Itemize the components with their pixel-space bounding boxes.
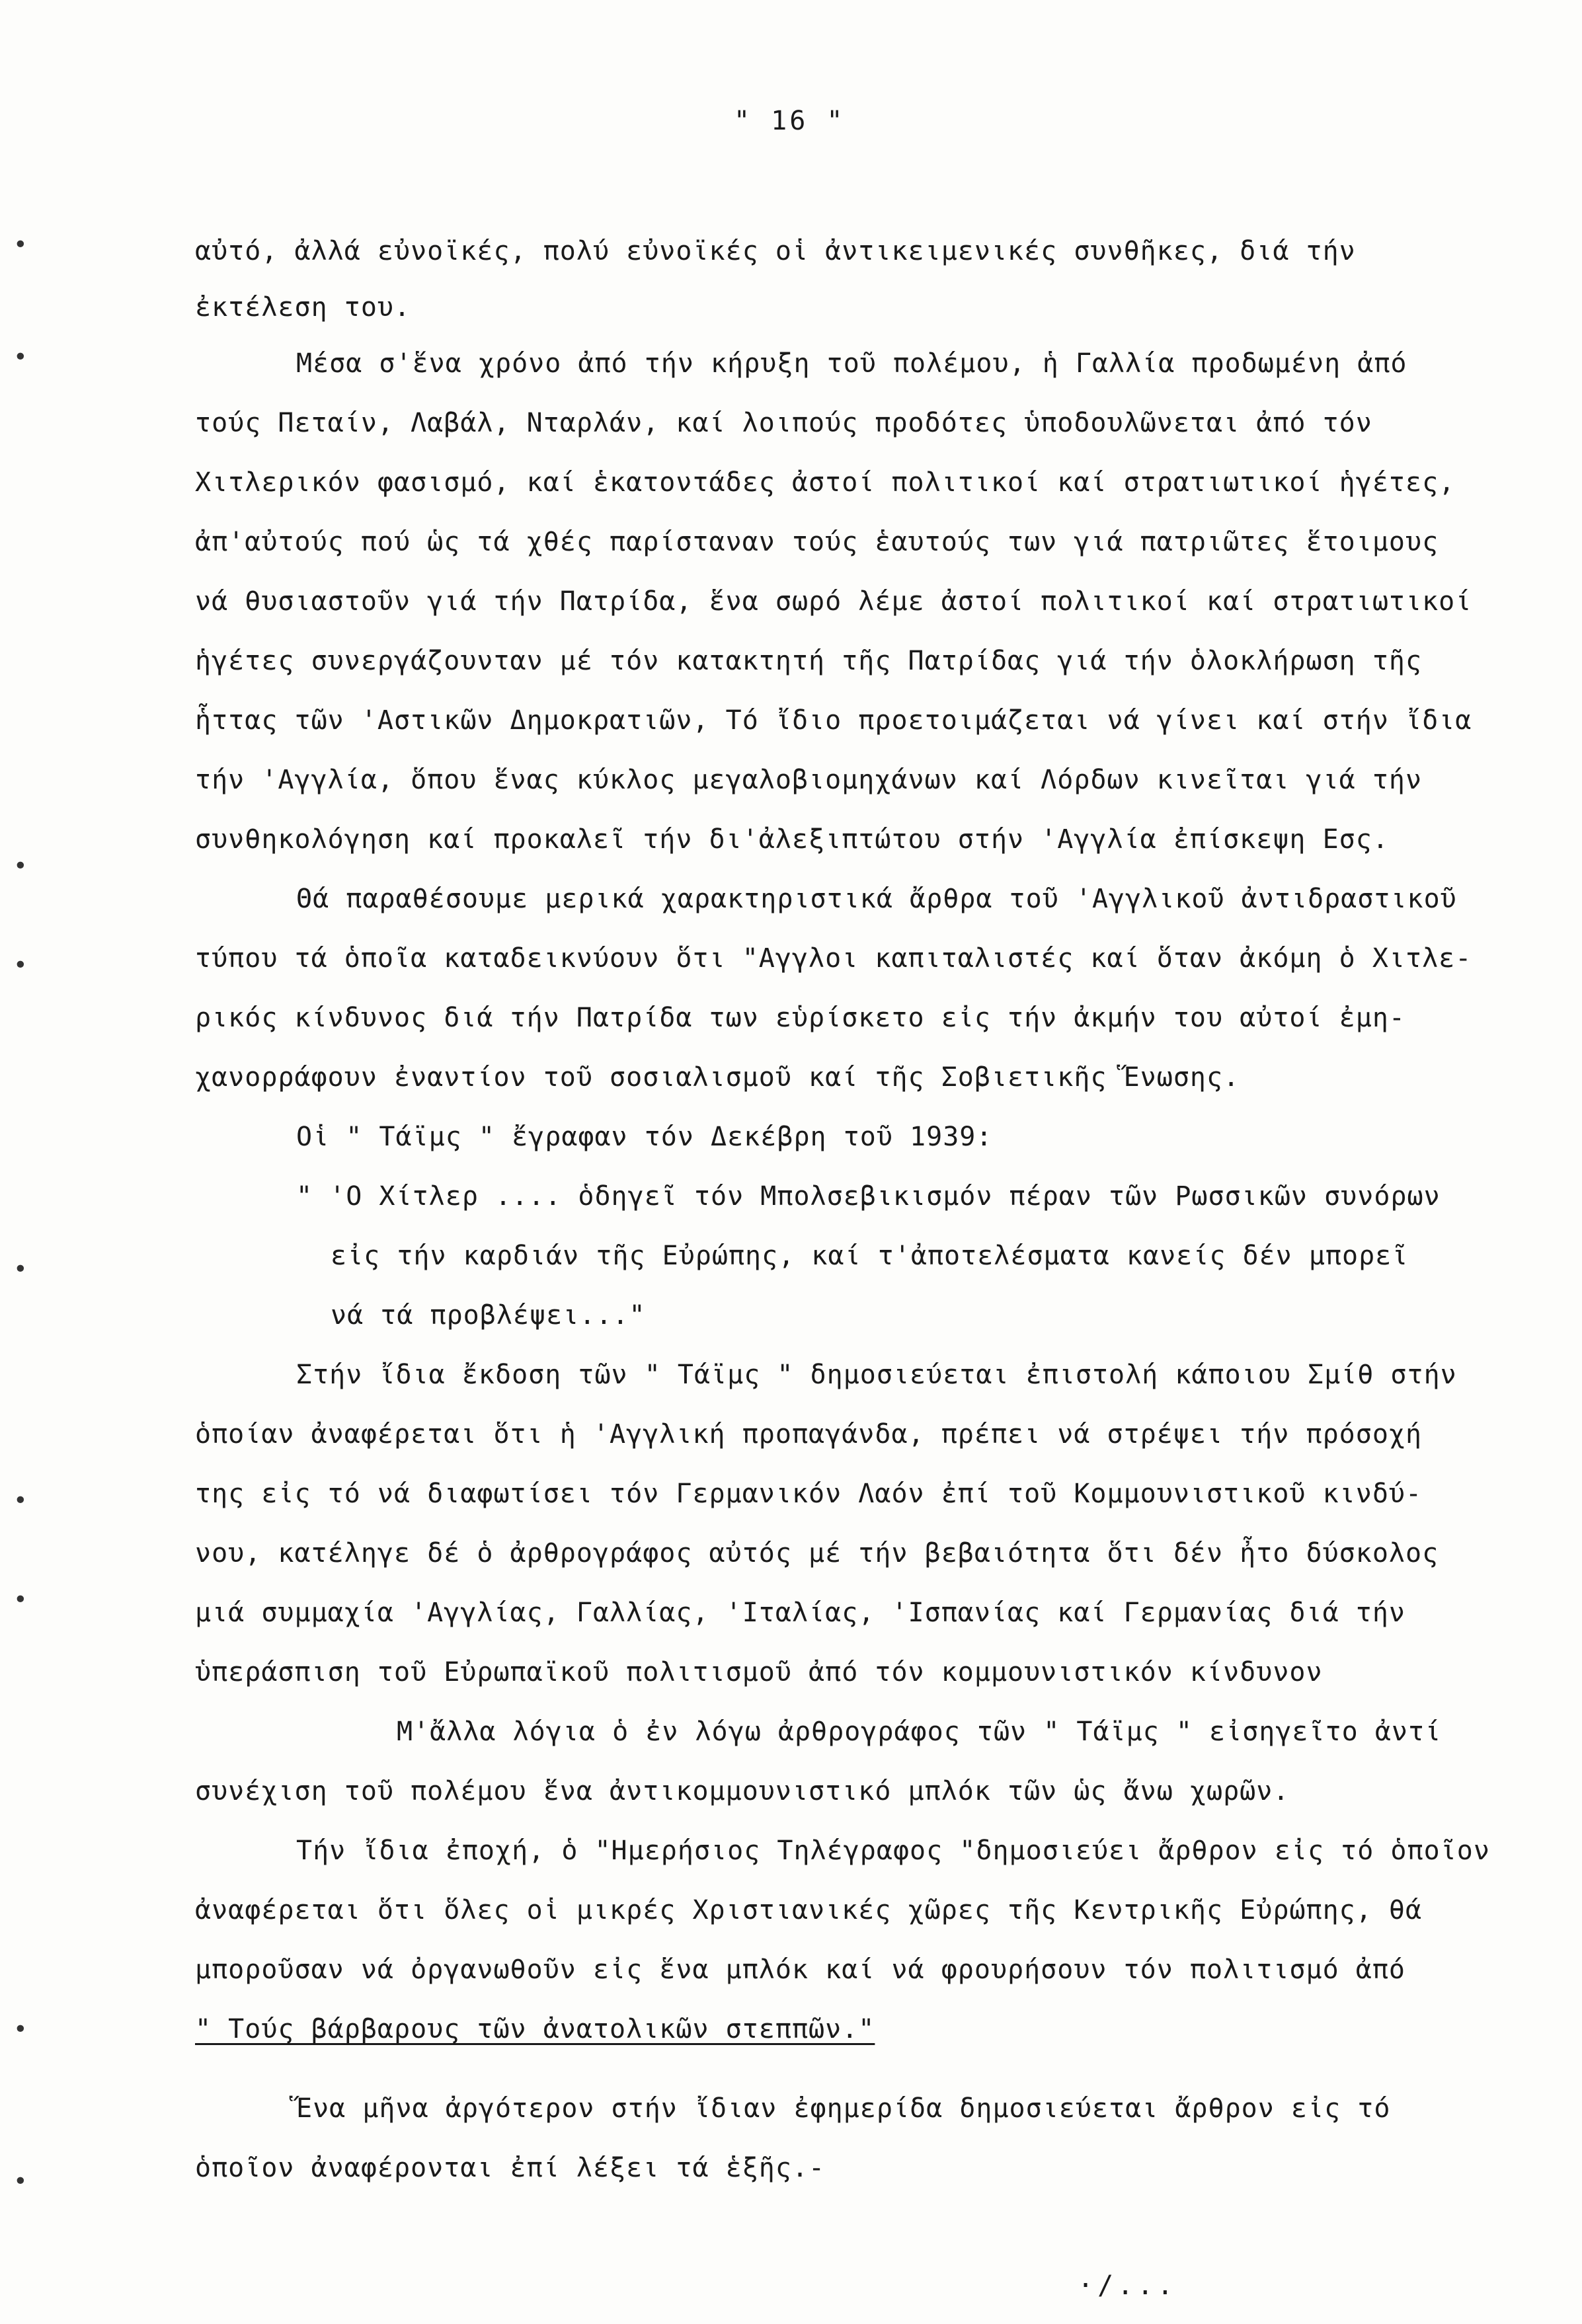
margin-mark: • [13, 2168, 28, 2195]
text-line: Χιτλερικόν φασισμό, καί ἑκατοντάδες ἀστοί πολιτικοί καί στρατιωτικοί ἡγέτες, [195, 467, 1456, 498]
text-line: της εἰς τό νά διαφωτίσει τόν Γερμανικόν Λαόν ἐπί τοῦ Κομμουνιστικοῦ κινδύ- [195, 1479, 1423, 1509]
text-line: τύπου τά ὁποῖα καταδεικνύουν ὅτι "Αγγλοι καπιταλιστές καί ὅταν ἀκόμη ὁ Χιτλε- [195, 943, 1472, 974]
continuation-mark: ·/... [1078, 2270, 1177, 2301]
text-line: ὁποῖον ἀναφέρονται ἐπί λέξει τά ἑξῆς.- [195, 2153, 826, 2183]
margin-mark: • [13, 952, 28, 979]
text-line: ἀπ'αὐτούς πού ὡς τά χθές παρίσταναν τούς ἑαυτούς των γιά πατριῶτες ἕτοιμους [195, 527, 1439, 557]
text-line: συνέχιση τοῦ πολέμου ἕνα ἀντικομμουνιστικό μπλόκ τῶν ὡς ἄνω χωρῶν. [195, 1776, 1290, 1806]
quoted-line: εἰς τήν καρδιάν τῆς Εὐρώπης, καί τ'ἀποτελέσματα κανείς δέν μπορεῖ [331, 1241, 1409, 1271]
text-line: Στήν ἴδια ἔκδοση τῶν " Τάϊμς " δημοσιεύεται ἐπιστολή κάποιου Σμίθ στήν [296, 1360, 1457, 1390]
quoted-line: " 'Ο Χίτλερ .... ὁδηγεῖ τόν Μπολσεβικισμόν πέραν τῶν Ρωσσικῶν συνόρων [296, 1181, 1441, 1212]
text-line: Οἱ " Τάϊμς " ἔγραφαν τόν Δεκέβρη τοῦ 1939: [296, 1122, 993, 1152]
text-line: ἐκτέλεση του. [195, 292, 411, 323]
margin-mark: • [13, 1256, 28, 1283]
margin-mark: • [13, 344, 28, 371]
text-line: νου, κατέληγε δέ ὁ ἀρθρογράφος αὐτός μέ τήν βεβαιότητα ὅτι δέν ἦτο δύσκολος [195, 1538, 1439, 1569]
text-line: Μ'ἄλλα λόγια ὁ ἐν λόγω ἀρθρογράφος τῶν " Τάϊμς " εἰσηγεῖτο ἀντί [397, 1717, 1442, 1747]
margin-mark: • [13, 1487, 28, 1514]
text-line: Θά παραθέσουμε μερικά χαρακτηριστικά ἄρθρα τοῦ 'Αγγλικοῦ ἀντιδραστικοῦ [296, 884, 1457, 914]
text-line: τήν 'Αγγλία, ὅπου ἕνας κύκλος μεγαλοβιομηχάνων καί Λόρδων κινεῖται γιά τήν [195, 765, 1423, 795]
underlined-quote: " Τούς βάρβαρους τῶν ἀνατολικῶν στεππῶν." [195, 2014, 875, 2044]
text-line: ἡγέτες συνεργάζουνταν μέ τόν κατακτητή τῆς Πατρίδας γιά τήν ὁλοκλήρωση τῆς [195, 646, 1423, 676]
text-line: μιά συμμαχία 'Αγγλίας, Γαλλίας, 'Ιταλίας, 'Ισπανίας καί Γερμανίας διά τήν [195, 1598, 1405, 1628]
text-line: ἀναφέρεται ὅτι ὅλες οἱ μικρές Χριστιανικές χῶρες τῆς Κεντρικῆς Εὐρώπης, θά [195, 1895, 1423, 1925]
text-line: μποροῦσαν νά ὀργανωθοῦν εἰς ἕνα μπλόκ καί νά φρουρήσουν τόν πολιτισμό ἀπό [195, 1955, 1405, 1985]
margin-mark: • [13, 231, 28, 258]
page-number: " 16 " [734, 106, 846, 136]
text-line: Τήν ἴδια ἐποχή, ὁ "Ημερήσιος Τηλέγραφος "δημοσιεύει ἄρθρον εἰς τό ὁποῖον [296, 1836, 1490, 1866]
text-line: Μέσα σ'ἕνα χρόνο ἀπό τήν κήρυξη τοῦ πολέμου, ἡ Γαλλία προδωμένη ἀπό [296, 348, 1407, 379]
margin-mark: • [13, 1586, 28, 1613]
margin-mark: • [13, 2016, 28, 2043]
text-line: ὑπεράσπιση τοῦ Εὐρωπαϊκοῦ πολιτισμοῦ ἀπό τόν κομμουνιστικόν κίνδυνον [195, 1657, 1323, 1687]
margin-mark: • [13, 853, 28, 880]
text-line: Ἕνα μῆνα ἀργότερον στήν ἴδιαν ἐφημερίδα δημοσιεύεται ἄρθρον εἰς τό [296, 2093, 1391, 2124]
text-line: ρικός κίνδυνος διά τήν Πατρίδα των εὑρίσκετο εἰς τήν ἀκμήν του αὐτοί ἐμη- [195, 1003, 1405, 1033]
text-line: τούς Πεταίν, Λαβάλ, Νταρλάν, καί λοιπούς προδότες ὑποδουλῶνεται ἀπό τόν [195, 408, 1372, 438]
text-line: αὐτό, ἀλλά εὐνοϊκές, πολύ εὐνοϊκές οἱ ἀντικειμενικές συνθῆκες, διά τήν [195, 236, 1356, 266]
text-line: ὁποίαν ἀναφέρεται ὅτι ἡ 'Αγγλική προπαγάνδα, πρέπει νά στρέψει τήν πρόσοχή [195, 1419, 1423, 1450]
text-line: χανορράφουν ἐναντίον τοῦ σοσιαλισμοῦ καί τῆς Σοβιετικῆς Ἕνωσης. [195, 1062, 1240, 1093]
text-line: ἧττας τῶν 'Αστικῶν Δημοκρατιῶν, Τό ἴδιο προετοιμάζεται νά γίνει καί στήν ἴδια [195, 705, 1472, 736]
text-line: συνθηκολόγηση καί προκαλεῖ τήν δι'ἀλεξιπτώτου στήν 'Αγγλία ἐπίσκεψη Εσς. [195, 824, 1389, 855]
text-line: νά θυσιαστοῦν γιά τήν Πατρίδα, ἕνα σωρό λέμε ἀστοί πολιτικοί καί στρατιωτικοί [195, 586, 1472, 617]
quoted-line: νά τά προβλέψει..." [331, 1300, 646, 1331]
